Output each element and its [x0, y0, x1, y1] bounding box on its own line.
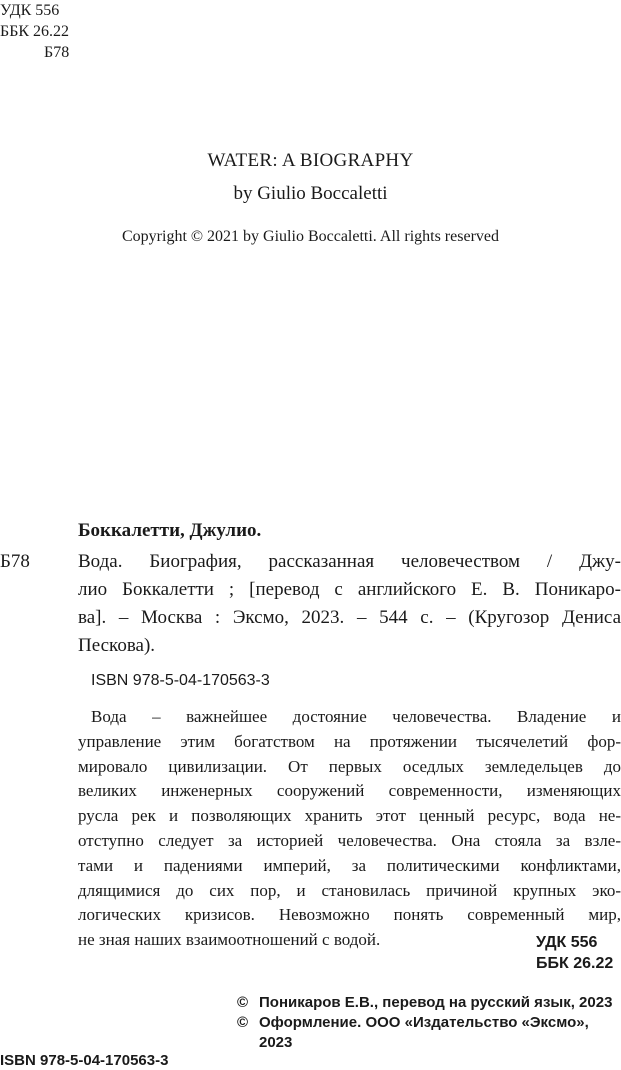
annotation-line: логических кризисов. Невозможно понять современный мир, [78, 905, 621, 925]
copyright-symbol: © [237, 994, 249, 1011]
annotation-line: русла рек и позволяющих хранить этот ценный ресурс, вода не- [78, 806, 621, 826]
credit-text: Поникаров Е.В., перевод на русский язык, 2023 [259, 994, 613, 1011]
bibliographic-description [78, 548, 621, 660]
udk-code: УДК 556 [0, 2, 60, 19]
annotation-line: великих инженерных сооружений современности, изменяющих [78, 781, 621, 801]
annotation-line: не зная наших взаимоотношений с водой. [78, 930, 381, 950]
description-line: ва]. – Москва : Эксмо, 2023. – 544 с. – (Кругозор Дениса [78, 607, 621, 628]
classification-codes [0, 0, 69, 63]
credits [237, 993, 621, 1053]
annotation-line: мировало цивилизации. От первых оседлых земледельцев до [78, 756, 621, 776]
original-author: by Giulio Boccaletti [233, 183, 388, 204]
annotation-line: отступно следует за историей человечества. Она стояла за взле- [78, 830, 621, 850]
bbk-code: ББК 26.22 [0, 23, 70, 40]
credit-translation [237, 993, 621, 1013]
entry-author-sign: Б78 [0, 551, 30, 572]
bottom-classification-codes [536, 932, 613, 974]
entry-isbn: ISBN 978-5-04-170563-3 [91, 672, 270, 689]
annotation-line: управление этим богатством на протяжении тысячелетий фор- [78, 731, 621, 751]
description-line: Вода. Биография, рассказанная человечеством / Джу- [78, 551, 621, 572]
author-sign: Б78 [44, 44, 70, 61]
copyright-symbol: © [237, 1014, 249, 1031]
entry-heading: Боккалетти, Джулио. [78, 520, 262, 541]
bottom-isbn: ISBN 978-5-04-170563-3 [0, 1052, 169, 1069]
annotation-line: тами и падениями империй, за политическими конфликтами, [78, 855, 621, 875]
original-title: WATER: A BIOGRAPHY [207, 150, 414, 171]
annotation [78, 705, 621, 953]
bottom-bbk-code: ББК 26.22 [536, 955, 614, 972]
credit-design [237, 1013, 621, 1053]
bottom-udk-code: УДК 556 [536, 934, 598, 951]
annotation-line: длящимися до сих пор, и становилась причиной крупных эко- [78, 880, 621, 900]
description-line: Пескова). [78, 635, 156, 656]
description-line: лио Боккалетти ; [перевод с английского Е. В. Поникаро- [78, 579, 621, 600]
credit-text: Оформление. ООО «Издательство «Эксмо», 2023 [259, 1014, 589, 1051]
original-copyright: Copyright © 2021 by Giulio Boccaletti. All rights reserved [122, 228, 499, 245]
annotation-line: Вода – важнейшее достояние человечества. Владение и [91, 707, 621, 726]
